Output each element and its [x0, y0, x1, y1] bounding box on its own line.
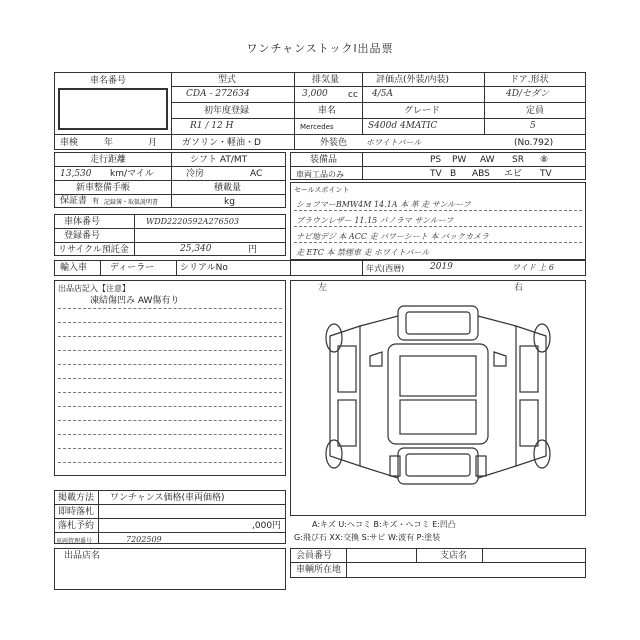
year-label: 年式(西暦): [366, 264, 405, 273]
import-label: 輸入車: [60, 263, 88, 273]
displacement-unit: cc: [348, 90, 358, 100]
door-value: 4D/セダン: [506, 89, 550, 99]
grade-value: S400d 4MATIC: [368, 121, 438, 131]
mileage-label: 走行距離: [90, 155, 127, 165]
equip-label: 装備品: [310, 155, 338, 165]
import-extra-value: ワイド 上 6: [512, 263, 554, 272]
capacity-label: 定員: [526, 106, 545, 116]
form-title: ワンチャンストックl出品票: [246, 42, 394, 55]
maker-label: 車名: [318, 106, 337, 116]
method-value: ワンチャンス価格(車両価格): [110, 493, 225, 503]
car-diagram: [290, 296, 586, 496]
inspection-label: 車検: [60, 138, 79, 148]
displacement-label: 排気量: [312, 75, 340, 85]
recycle-value: 25,340: [180, 244, 212, 254]
exterior-label: 外装色: [320, 138, 348, 148]
rating-value: 4/5A: [372, 89, 393, 99]
method-label: 掲載方法: [58, 493, 95, 503]
first-reg-value: R1 / 12 H: [190, 121, 234, 131]
diagram-left-label: 左: [318, 283, 328, 293]
sales-point-line-1: ブラウンレザー 11.15 パノラマ サンルーフ: [296, 216, 454, 225]
deadline-value: 7202509: [126, 535, 162, 544]
dealer-label: ディーラー: [110, 263, 155, 273]
aircon-label: 冷房: [186, 169, 205, 179]
rating-label: 評価点(外装/内装): [376, 75, 450, 85]
year-value: 2019: [430, 262, 453, 272]
warranty-item-1: 記録簿・取扱説明書: [104, 199, 159, 206]
aircon-value: AC: [250, 169, 263, 179]
equip2-item-1: B: [450, 169, 457, 179]
notes-line-1: 凍結傷凹み AW傷有り: [90, 296, 180, 306]
equip-item-2: AW: [480, 155, 495, 165]
mileage-value: 13,530: [60, 169, 92, 179]
shop-label: 出品店名: [64, 551, 101, 561]
diagram-right-label: 右: [514, 283, 524, 293]
location-label: 車輌所在地: [296, 565, 342, 575]
sales-points-label: セールスポイント: [294, 186, 350, 194]
reserve-label: 落札予約: [58, 521, 95, 531]
serial-label: シリアルNo: [180, 263, 228, 273]
maker-value: Mercedes: [300, 123, 334, 131]
equip2-item-2: ABS: [472, 169, 490, 179]
warranty-item-0: 有: [92, 197, 99, 205]
reserve-unit: ,000円: [252, 521, 282, 531]
inspection-month-label: 月: [148, 138, 158, 148]
form-number: (No.792): [514, 138, 554, 148]
fuel-label: ガソリン・軽油・D: [182, 138, 261, 148]
shift-label: シフト AT/MT: [190, 155, 248, 165]
warranty-label: 保証書: [60, 196, 88, 206]
capacity2-label: 積載量: [214, 183, 242, 193]
reg-label: 登録番号: [64, 231, 101, 241]
deadline-label: 車両管理番号: [56, 538, 93, 545]
vehicle-name-label: 車名番号: [90, 76, 127, 86]
sales-point-line-2: ナビ地デジ 本 ACC 走 パワーシート 本 バックカメラ: [296, 232, 489, 241]
equip-item-0: PS: [430, 155, 442, 165]
model-value: CDA - 272634: [186, 89, 250, 99]
model-label: 型式: [218, 75, 237, 85]
chassis-value: WDD2220592A276503: [146, 217, 239, 226]
equip2-item-4: TV: [540, 169, 552, 179]
member-label: 会員番号: [296, 551, 333, 561]
chassis-label: 車体番号: [64, 217, 101, 227]
first-reg-label: 初年度登録: [204, 106, 250, 116]
equip-item-1: PW: [452, 155, 467, 165]
sales-point-line-0: ショフマーBMW4M 14.1A 本 革 走 サンルーフ: [296, 200, 471, 209]
equip2-item-0: TV: [430, 169, 442, 179]
recycle-unit: 円: [248, 245, 258, 255]
manual-label: 新車整備手帳: [76, 183, 131, 193]
door-label: ドア.形状: [510, 75, 549, 85]
equip2-item-3: エビ: [504, 169, 523, 179]
legend-line-2: G:飛び石 XX:交換 S:サビ W:波有 P:塗装: [294, 533, 441, 542]
mileage-unit: km/マイル: [110, 169, 154, 179]
notes-header: 出品店記入【注意】: [58, 284, 130, 293]
capacity2-unit: kg: [224, 197, 235, 207]
instant-label: 即時落札: [58, 507, 95, 517]
inspection-year-label: 年: [104, 138, 114, 148]
grade-label: グレード: [404, 106, 441, 116]
displacement-value: 3,000: [302, 89, 328, 99]
equip-item-3: SR: [512, 155, 524, 165]
capacity-value: 5: [530, 121, 536, 131]
branch-label: 支店名: [440, 551, 468, 561]
recycle-label: リサイクル預託金: [58, 245, 129, 255]
vehicle-name-field: [58, 88, 168, 130]
sales-point-line-3: 走 ETC 本 禁煙車 走 ホワイトパール: [296, 248, 430, 257]
equip2-label: 車両工品のみ: [296, 170, 344, 179]
exterior-value: ホワイトパール: [366, 138, 422, 147]
legend-line-1: A:キズ U:ヘコミ B:キズ・ヘコミ E:凹凸: [312, 520, 456, 529]
equip-item-4: ⑧: [540, 155, 549, 165]
